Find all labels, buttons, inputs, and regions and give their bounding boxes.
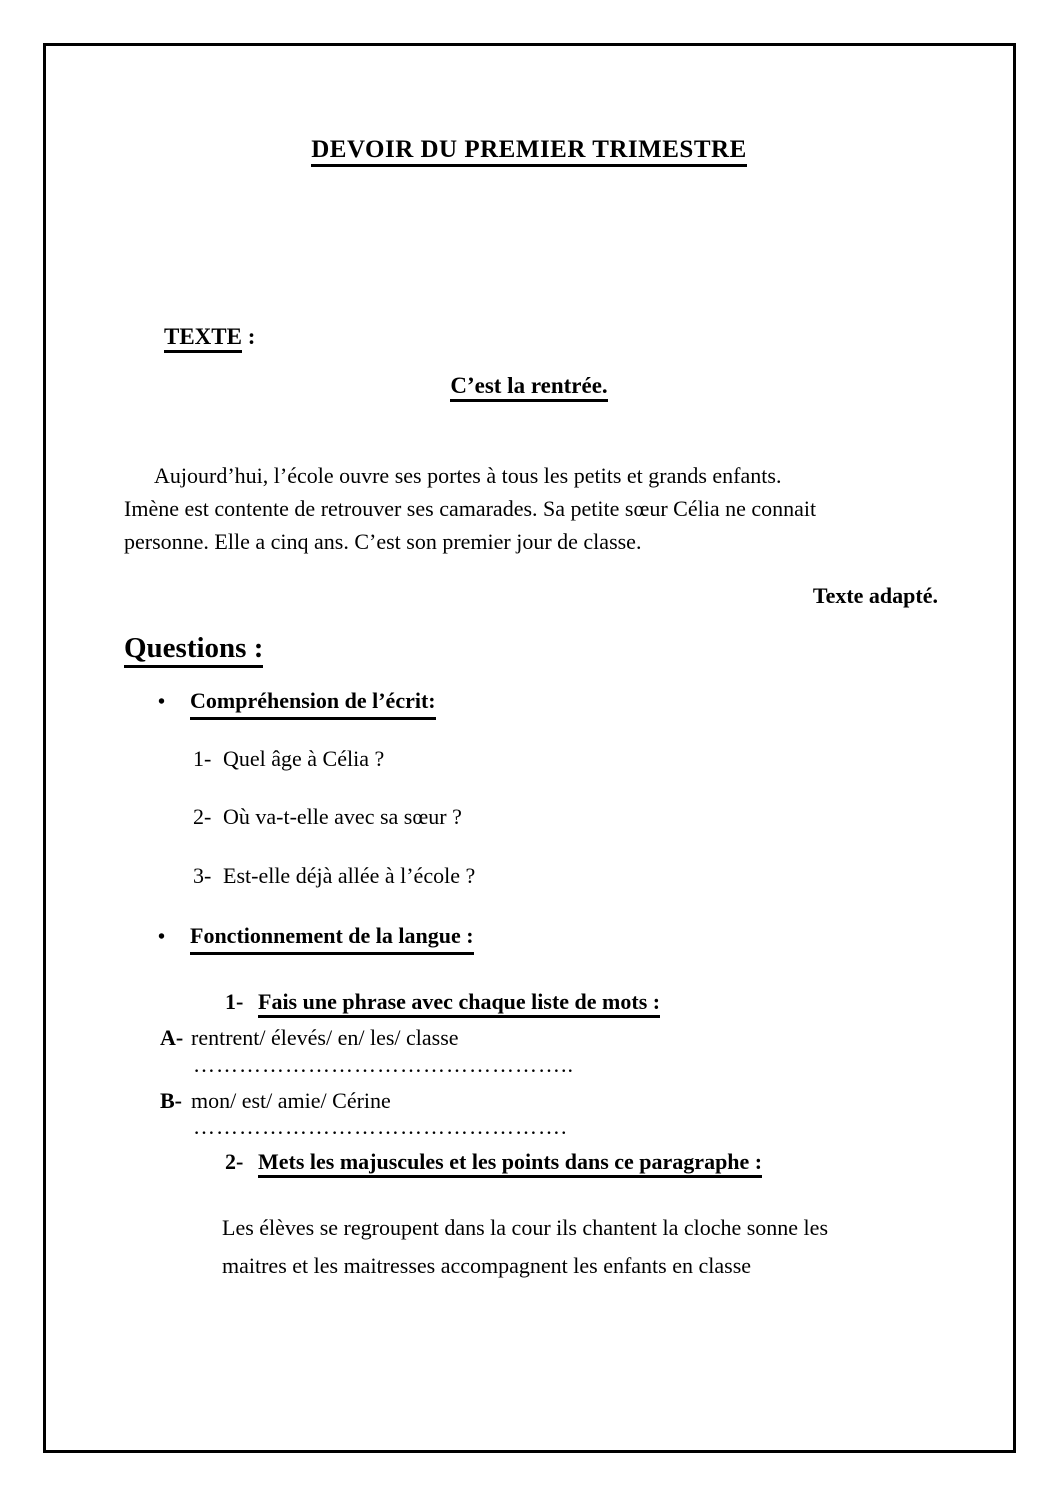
question-text: Est-elle déjà allée à l’école ?	[223, 862, 476, 888]
texte-label-colon: :	[241, 324, 256, 350]
section-fonctionnement-heading: Fonctionnement de la langue :	[190, 922, 474, 955]
question-item-3	[193, 862, 1058, 890]
exercise-number: 2-	[225, 1149, 244, 1175]
question-number: 2-	[193, 804, 212, 830]
bullet-icon: •	[158, 690, 166, 713]
document-title	[0, 0, 1058, 165]
exercise-2-heading-text: Mets les majuscules et les points dans ce paragraphe :	[258, 1149, 762, 1178]
section-comprehension-heading: Compréhension de l’écrit:	[190, 687, 436, 720]
bullet-icon: •	[158, 926, 166, 949]
reading-text-title	[0, 372, 1058, 401]
exercise-2-heading	[225, 1148, 1058, 1177]
question-item-1	[193, 745, 1058, 773]
word-list-b	[160, 1087, 1058, 1115]
reading-text	[124, 459, 938, 558]
section-comprehension	[158, 687, 1058, 720]
section-fonctionnement	[158, 922, 1058, 955]
question-text: Où va-t-elle avec sa sœur ?	[223, 804, 462, 830]
list-letter: A-	[160, 1025, 184, 1051]
exercise-number: 1-	[225, 988, 244, 1014]
reading-text-line: Aujourd’hui, l’école ouvre ses portes à tous les petits et grands enfants.	[154, 462, 782, 488]
question-item-2	[193, 803, 1058, 831]
texte-label: TEXTE	[164, 324, 242, 353]
exercise-1-heading-text: Fais une phrase avec chaque liste de mots :	[258, 989, 660, 1018]
exercise-2-paragraph-line: maitres et les maitresses accompagnent les enfants en classe	[222, 1252, 752, 1278]
questions-heading-text: Questions :	[124, 632, 263, 668]
word-list-text: rentrent/ élevés/ en/ les/ classe	[191, 1025, 459, 1051]
answer-dots-line: ………………………………………….	[193, 1114, 568, 1140]
question-text: Quel âge à Célia ?	[223, 745, 385, 771]
reading-text-line: Imène est contente de retrouver ses camarades. Sa petite sœur Célia ne connait	[124, 495, 817, 521]
texte-label-row	[164, 323, 1058, 352]
exercise-2-paragraph	[222, 1209, 922, 1285]
word-list-text: mon/ est/ amie/ Cérine	[191, 1087, 391, 1113]
answer-dots-line: …………………………………………..	[193, 1051, 574, 1077]
document-title-text: DEVOIR DU PREMIER TRIMESTRE	[311, 136, 747, 167]
word-list-a	[160, 1024, 1058, 1052]
question-number: 1-	[193, 745, 212, 771]
exercise-2-paragraph-line: Les élèves se regroupent dans la cour ils chantent la cloche sonne les	[222, 1214, 828, 1240]
list-letter: B-	[160, 1087, 182, 1113]
question-number: 3-	[193, 862, 212, 888]
exercise-1-heading	[225, 988, 1058, 1017]
reading-text-line: personne. Elle a cinq ans. C’est son premier jour de classe.	[124, 528, 642, 554]
questions-heading	[124, 631, 1058, 666]
text-credit: Texte adapté.	[812, 582, 938, 608]
reading-text-title-text: C’est la rentrée.	[450, 373, 607, 402]
